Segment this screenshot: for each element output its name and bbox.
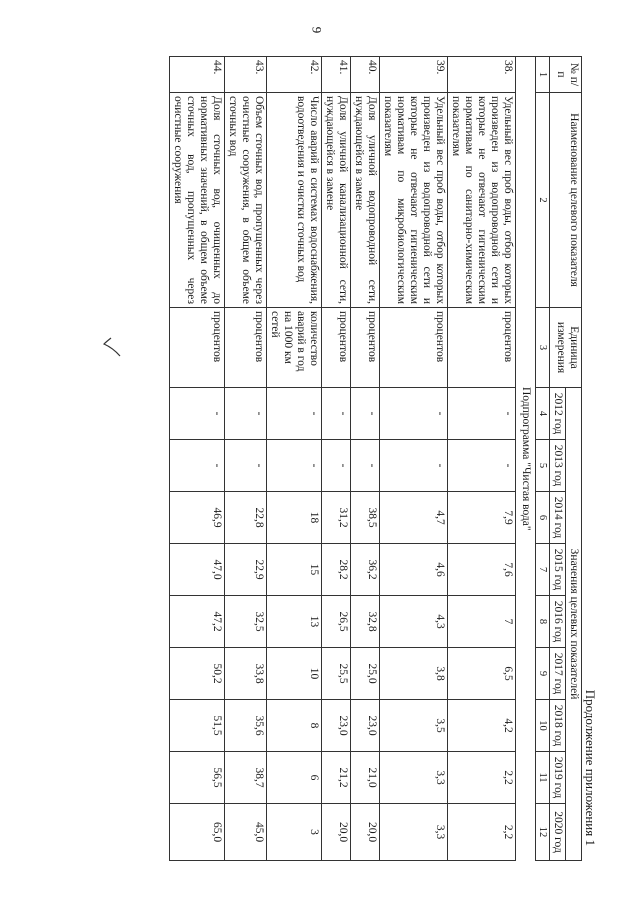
target-indicators-table: [169, 56, 582, 861]
value-cell: 23,0: [351, 700, 380, 752]
value-cell: 3,3: [380, 752, 448, 804]
indicator-name: Объем сточных вод, пропущенных через очистные сооружения, в общем объеме сточных вод: [225, 93, 267, 308]
value-cell: 28,2: [322, 544, 351, 596]
value-cell: 25,0: [351, 648, 380, 700]
value-cell: 3,8: [380, 648, 448, 700]
value-cell: -: [351, 388, 380, 440]
value-cell: 21,2: [322, 752, 351, 804]
header-year: 2016 год: [550, 596, 566, 648]
value-cell: -: [267, 440, 322, 492]
table-row: [267, 57, 322, 861]
value-cell: 7: [448, 596, 516, 648]
header-unit: Единица измерения: [550, 308, 582, 388]
value-cell: 8: [267, 700, 322, 752]
indicator-name: Доля сточных вод, очищенных до нормативных значений, в общем объеме сточных вод, пропущенных через очистные сооружения: [170, 93, 225, 308]
value-cell: 6: [267, 752, 322, 804]
value-cell: 50,2: [170, 648, 225, 700]
table-row: [170, 57, 225, 861]
value-cell: 2,2: [448, 804, 516, 861]
value-cell: 32,5: [225, 596, 267, 648]
value-cell: 7,9: [448, 492, 516, 544]
value-cell: 56,5: [170, 752, 225, 804]
header-year: 2012 год: [550, 388, 566, 440]
value-cell: 3,5: [380, 700, 448, 752]
value-cell: 6,5: [448, 648, 516, 700]
table-row: [322, 57, 351, 861]
indicator-name: Удельный вес проб воды, отбор которых произведен из водопроводной сети и которые не отвечают гигиеническим нормативам по санитарно-химическим показателям: [448, 93, 516, 308]
unit-cell: процентов: [322, 308, 351, 388]
column-index: 1: [536, 57, 550, 93]
value-cell: -: [322, 388, 351, 440]
value-cell: 22,8: [225, 492, 267, 544]
row-number: 40.: [351, 57, 380, 93]
handwritten-check-mark: [102, 336, 122, 358]
header-year: 2013 год: [550, 440, 566, 492]
value-cell: -: [322, 440, 351, 492]
value-cell: 33,8: [225, 648, 267, 700]
value-cell: -: [170, 388, 225, 440]
value-cell: -: [380, 440, 448, 492]
value-cell: 47,0: [170, 544, 225, 596]
header-year: 2015 год: [550, 544, 566, 596]
table-row: [351, 57, 380, 861]
value-cell: -: [448, 440, 516, 492]
value-cell: 10: [267, 648, 322, 700]
value-cell: 25,5: [322, 648, 351, 700]
value-cell: -: [170, 440, 225, 492]
value-cell: 31,2: [322, 492, 351, 544]
row-number: 39.: [380, 57, 448, 93]
value-cell: 3: [267, 804, 322, 861]
header-num: № п/п: [550, 57, 582, 93]
column-index: 2: [536, 93, 550, 308]
header-year: 2017 год: [550, 648, 566, 700]
table-row: [448, 57, 516, 861]
column-index: 3: [536, 308, 550, 388]
value-cell: 35,6: [225, 700, 267, 752]
value-cell: 46,9: [170, 492, 225, 544]
value-cell: 18: [267, 492, 322, 544]
table-row: [225, 57, 267, 861]
value-cell: 4,3: [380, 596, 448, 648]
value-cell: 51,5: [170, 700, 225, 752]
header-name: Наименование целевого показателя: [550, 93, 582, 308]
value-cell: 32,8: [351, 596, 380, 648]
value-cell: -: [225, 440, 267, 492]
unit-cell: процентов: [170, 308, 225, 388]
value-cell: 20,0: [351, 804, 380, 861]
row-number: 38.: [448, 57, 516, 93]
value-cell: 4,2: [448, 700, 516, 752]
column-index: 12: [536, 804, 550, 861]
unit-cell: процентов: [225, 308, 267, 388]
row-number: 41.: [322, 57, 351, 93]
value-cell: 2,2: [448, 752, 516, 804]
column-index: 5: [536, 440, 550, 492]
indicator-name: Доля уличной водопроводной сети, нуждающейся в замене: [351, 93, 380, 308]
row-number: 44.: [170, 57, 225, 93]
value-cell: 21,0: [351, 752, 380, 804]
value-cell: 38,5: [351, 492, 380, 544]
header-year: 2018 год: [550, 700, 566, 752]
value-cell: 13: [267, 596, 322, 648]
value-cell: 45,0: [225, 804, 267, 861]
header-year: 2014 год: [550, 492, 566, 544]
column-index-row: [536, 57, 550, 861]
column-index: 6: [536, 492, 550, 544]
value-cell: 3,3: [380, 804, 448, 861]
value-cell: 7,6: [448, 544, 516, 596]
indicator-name: Доля уличной канализационной сети, нуждающейся в замене: [322, 93, 351, 308]
value-cell: -: [225, 388, 267, 440]
subprogram-title: Подпрограмма "Чистая вода": [516, 57, 536, 861]
appendix-caption: Продолжение приложения 1: [583, 689, 598, 846]
unit-cell: процентов: [351, 308, 380, 388]
column-index: 11: [536, 752, 550, 804]
value-cell: 4,7: [380, 492, 448, 544]
table-row: [380, 57, 448, 861]
column-index: 8: [536, 596, 550, 648]
value-cell: 65,0: [170, 804, 225, 861]
unit-cell: количество аварий в год на 1000 км сетей: [267, 308, 322, 388]
value-cell: 20,0: [322, 804, 351, 861]
column-index: 4: [536, 388, 550, 440]
value-cell: -: [267, 388, 322, 440]
header-year: 2019 год: [550, 752, 566, 804]
page-number: 9: [309, 26, 325, 34]
unit-cell: процентов: [380, 308, 448, 388]
indicator-name: Число аварий в системах водоснабжения, водоотведения и очистки сточных вод: [267, 93, 322, 308]
rotated-page-content: [66, 36, 596, 866]
value-cell: 15: [267, 544, 322, 596]
value-cell: -: [380, 388, 448, 440]
column-index: 7: [536, 544, 550, 596]
value-cell: -: [351, 440, 380, 492]
indicator-name: Удельный вес проб воды, отбор которых произведен из водопроводной сети и которые не отвечают гигиеническим нормативам по микробиологическим показателям: [380, 93, 448, 308]
subprogram-row: [516, 57, 536, 861]
value-cell: 23,0: [322, 700, 351, 752]
column-index: 10: [536, 700, 550, 752]
value-cell: -: [448, 388, 516, 440]
value-cell: 38,7: [225, 752, 267, 804]
header-year: 2020 год: [550, 804, 566, 861]
value-cell: 47,2: [170, 596, 225, 648]
header-values-group: Значения целевых показателей: [566, 388, 582, 861]
unit-cell: процентов: [448, 308, 516, 388]
column-index: 9: [536, 648, 550, 700]
value-cell: 36,2: [351, 544, 380, 596]
value-cell: 22,9: [225, 544, 267, 596]
table-body: [170, 57, 536, 861]
value-cell: 4,6: [380, 544, 448, 596]
row-number: 43.: [225, 57, 267, 93]
value-cell: 26,5: [322, 596, 351, 648]
row-number: 42.: [267, 57, 322, 93]
